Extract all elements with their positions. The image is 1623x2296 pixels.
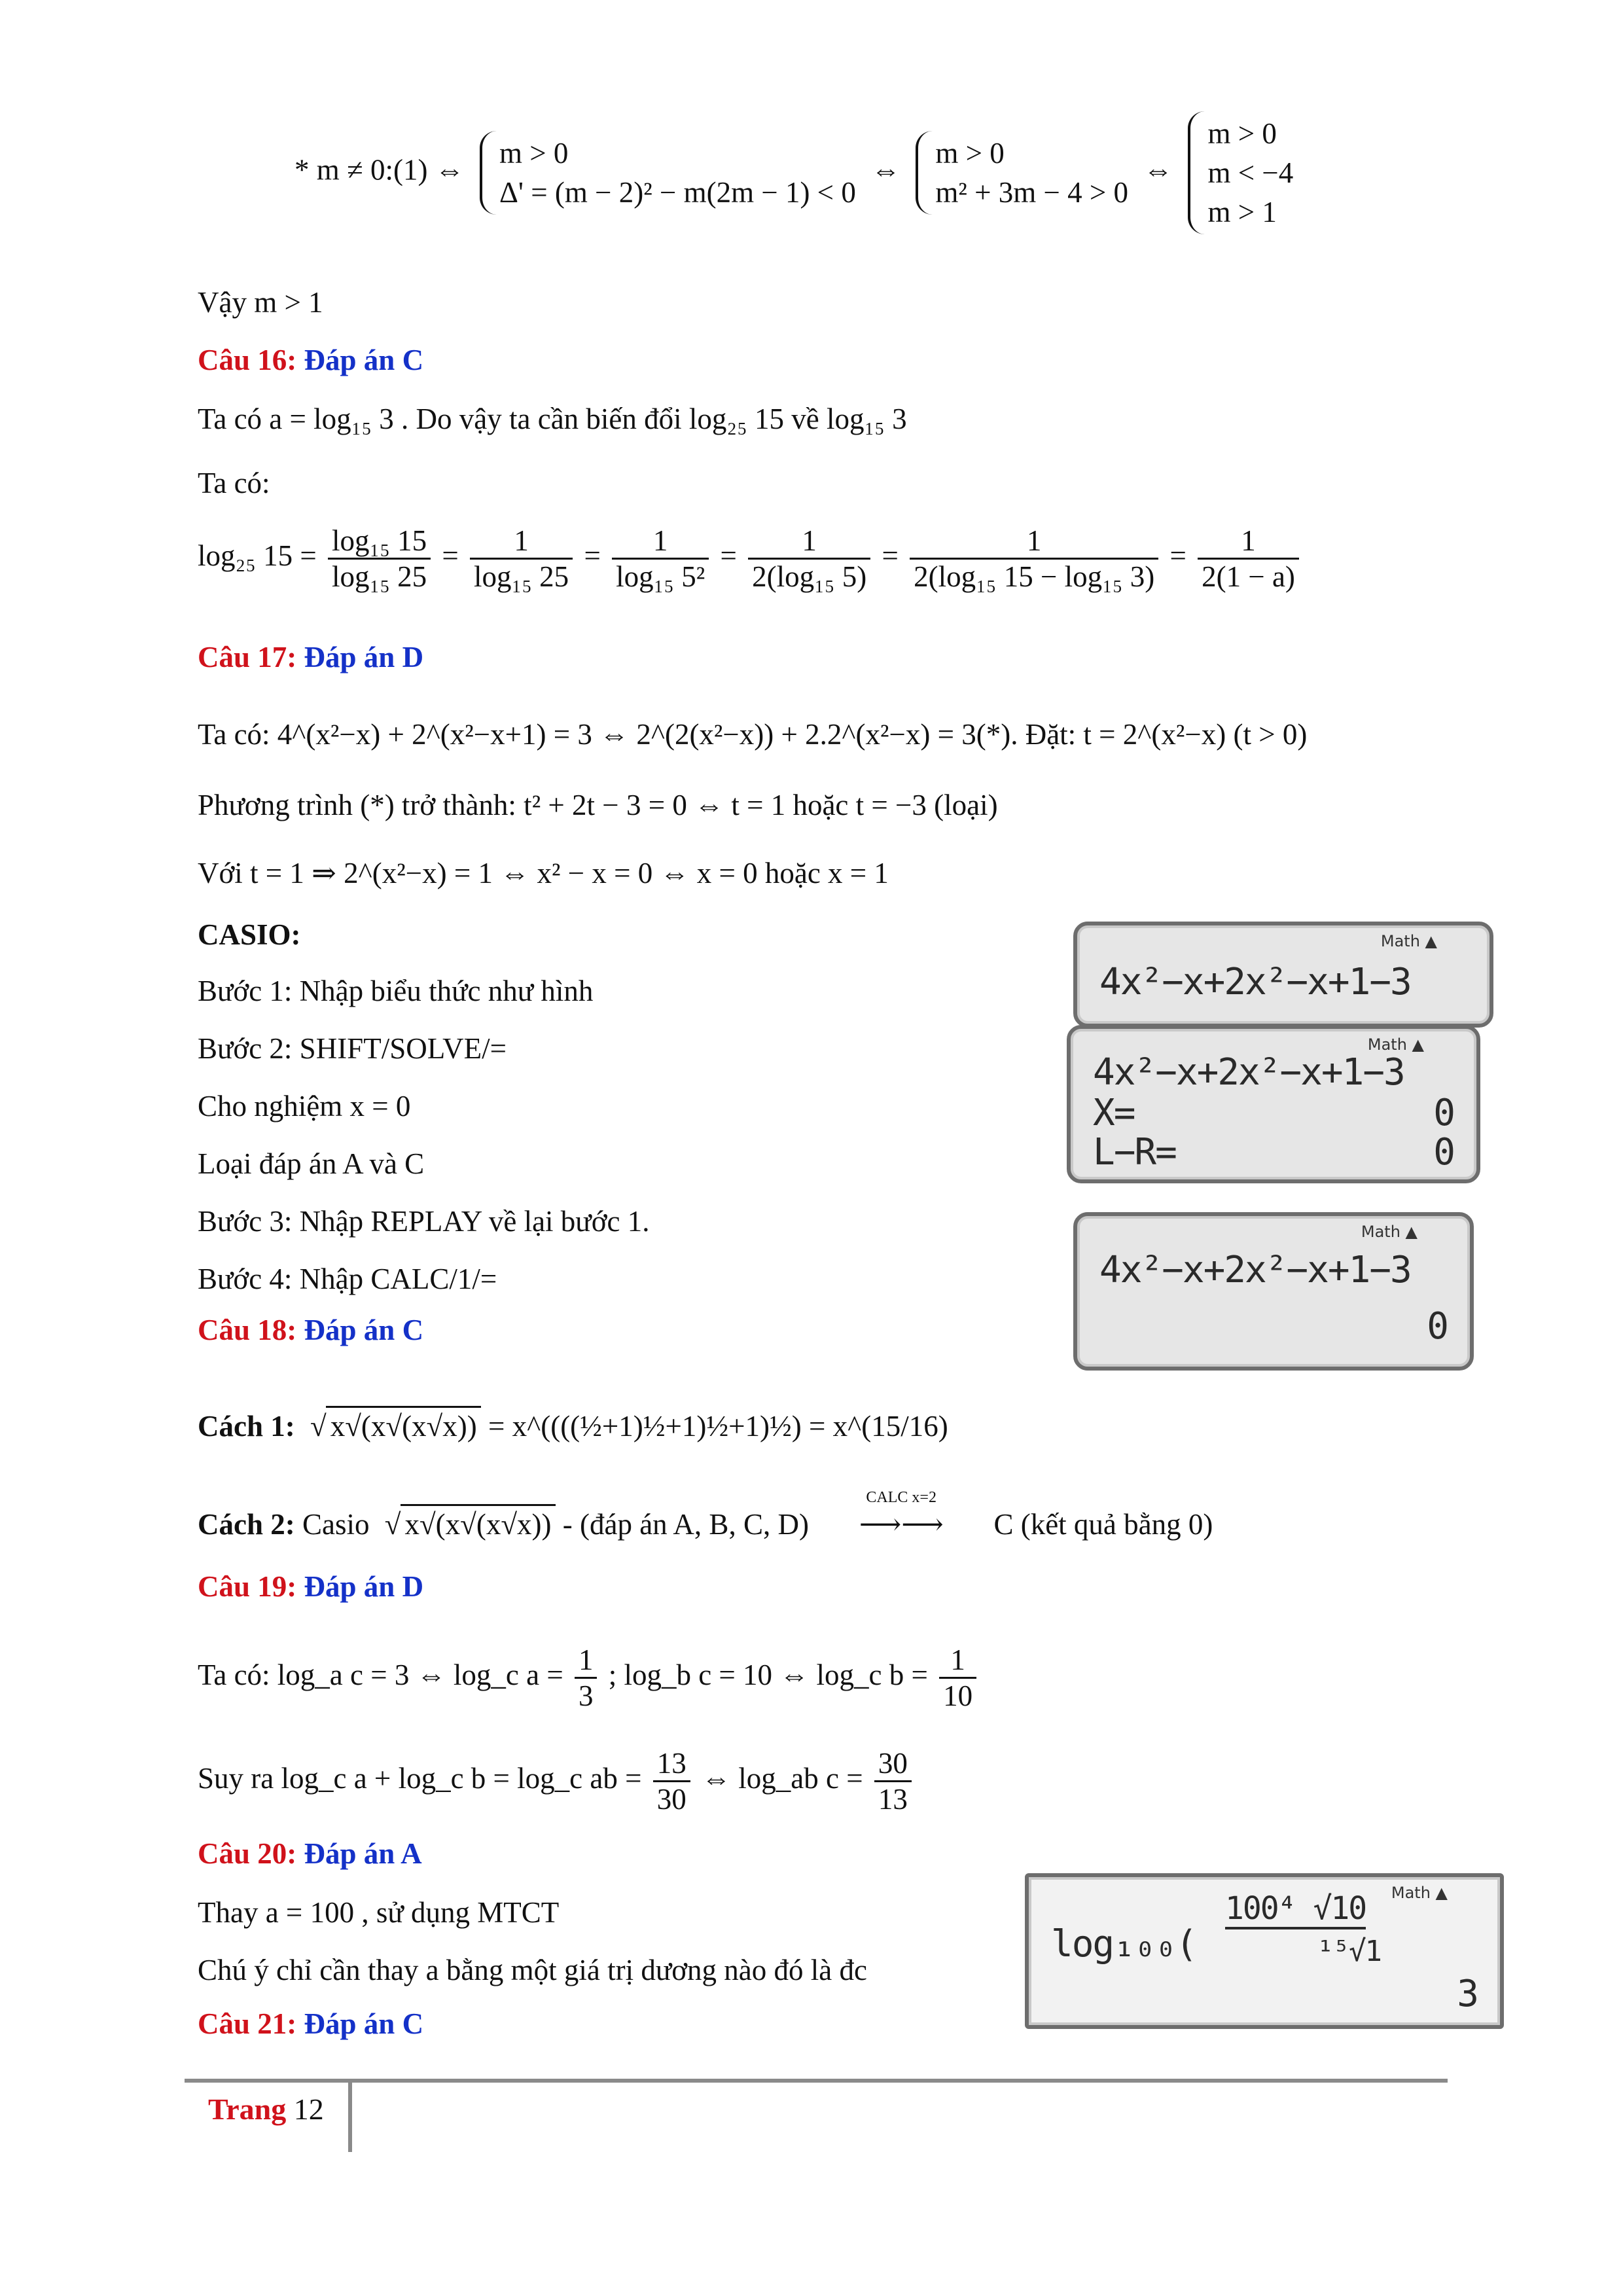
casio-step4: Loại đáp án A và C <box>198 1147 425 1180</box>
calc1-expression: 4x²−x+2x²−x+1−3 <box>1099 961 1411 1003</box>
sys3-row-b: m < −4 <box>1207 156 1294 189</box>
q20-line1: Thay a = 100 , sử dụng MTCT <box>198 1896 560 1929</box>
q16-heading <box>198 342 423 378</box>
q19-line1-a: Ta có: log_a c = 3 ⇔ log_c a = <box>198 1658 563 1691</box>
q18-answer: Đáp án C <box>304 1314 424 1346</box>
footer-divider <box>348 2080 352 2152</box>
q16-answer: Đáp án C <box>304 344 424 376</box>
casio-step6: Bước 4: Nhập CALC/1/= <box>198 1263 497 1295</box>
q19-line2-a: Suy ra log_c a + log_c b = log_c ab = <box>198 1761 642 1795</box>
calculator-screen-4 <box>1025 1873 1504 2029</box>
q17-answer: Đáp án D <box>304 641 424 673</box>
calc2-x-value: 0 <box>1433 1092 1454 1134</box>
q16-frac-4: $\frac{1}{\text{2(log₁₅ 5)}}$ <box>748 524 870 594</box>
q19-frac-2: $\frac{1}{10}$ <box>939 1643 976 1713</box>
q18-label: Câu 18: <box>198 1314 297 1346</box>
iff-symbol: ⇔ <box>1143 153 1173 187</box>
q16-equation: log₂₅ 15 = $\frac{\text{log₁₅ 15}}{\text{log₁₅ 25}}$ = $\frac{1}{\text{log₁₅ 25}}$ = $\frac{1}{\text{log₁₅ 5²}}$ = $\frac{1}{\text{2(log₁₅ 5)}}$ = $\frac{1}{\text{2(log₁₅ 15 − log₁₅ 3)}}$ = $\frac{1}{2(1 - a)}$ <box>198 524 1303 594</box>
q19-line2-b: ⇔ log_ab c = <box>702 1761 863 1795</box>
calc4-result: 3 <box>1457 1973 1478 2015</box>
footer-label: Trang <box>208 2092 287 2126</box>
q18-heading <box>198 1312 423 1348</box>
calc4-numerator: 100⁴ √10 <box>1225 1890 1366 1929</box>
casio-heading: CASIO: <box>198 918 301 951</box>
casio-step3: Cho nghiệm x = 0 <box>198 1090 411 1122</box>
q20-label: Câu 20: <box>198 1837 297 1870</box>
sys2-row-b: m² + 3m − 4 > 0 <box>935 176 1128 209</box>
q18-method2-label: Cách 2: <box>198 1508 295 1541</box>
sys1-row-b: Δ' = (m − 2)² − m(2m − 1) < 0 <box>499 176 856 209</box>
q19-heading <box>198 1568 423 1605</box>
q16-line1: Ta có a = log₁₅ 3 . Do vậy ta cần biến đổi log₂₅ 15 về log₁₅ 3 <box>198 403 907 435</box>
calc2-lr-label: L−R= <box>1093 1131 1176 1174</box>
calculator-screen-3 <box>1073 1212 1474 1371</box>
q16-line2: Ta có: <box>198 467 270 499</box>
q20-line2: Chú ý chỉ cần thay a bằng một giá trị dương nào đó là đc <box>198 1954 867 1986</box>
calc2-expression: 4x²−x+2x²−x+1−3 <box>1093 1051 1404 1094</box>
calc-arrow-label: CALC x=2 <box>866 1489 936 1506</box>
calc2-x-label: X= <box>1093 1092 1135 1134</box>
q18-method2-result: C (kết quả bằng 0) <box>993 1508 1213 1541</box>
q18-method1-rhs1: = x^((((½+1)½+1)½+1)½) <box>488 1410 802 1443</box>
sys3-row-a: m > 0 <box>1207 117 1277 150</box>
system-brace-2 <box>916 131 1128 215</box>
sys2-row-a: m > 0 <box>935 137 1005 170</box>
system-brace-3 <box>1188 111 1293 234</box>
calc4-log: log₁₀₀( <box>1051 1923 1197 1965</box>
q19-frac-4: $\frac{30}{13}$ <box>874 1746 912 1816</box>
q17-line3: Với t = 1 ⇒ 2^(x²−x) = 1 ⇔ x² − x = 0 ⇔ x = 0 hoặc x = 1 <box>198 857 889 889</box>
q17-heading <box>198 639 423 675</box>
q19-answer: Đáp án D <box>304 1570 424 1603</box>
system-prefix: * m ≠ 0:(1) ⇔ <box>294 153 465 187</box>
arrow-right-icon: ⟶⟶ <box>859 1508 944 1541</box>
calc-arrow <box>823 1489 980 1543</box>
system-brace-1 <box>480 131 856 215</box>
q18-method1-label: Cách 1: <box>198 1410 295 1443</box>
q16-frac-6: $\frac{1}{2(1 - a)}$ <box>1198 524 1299 594</box>
math-mode-indicator: Math ▲ <box>1367 1035 1424 1054</box>
q21-label: Câu 21: <box>198 2007 297 2040</box>
q16-eq-lhs: log₂₅ 15 = <box>198 539 317 572</box>
q19-frac-3: $\frac{13}{30}$ <box>653 1746 690 1816</box>
q17-line1: Ta có: 4^(x²−x) + 2^(x²−x+1) = 3 ⇔ 2^(2(x²−x)) + 2.2^(x²−x) = 3(*). Đặt: t = 2^(x²−x) (t > 0) <box>198 718 1308 751</box>
q19-line1-b: ; log_b c = 10 ⇔ log_c b = <box>608 1658 928 1691</box>
q20-answer: Đáp án A <box>304 1837 422 1870</box>
q19-frac-1: $\frac{1}{3}$ <box>575 1643 597 1713</box>
q18-method2-rest: - (đáp án A, B, C, D) <box>562 1508 809 1541</box>
q18-method1-rhs2: = x^(15/16) <box>809 1410 948 1443</box>
q18-radical-1: √ x√(x√(x√x)) <box>326 1406 481 1444</box>
q17-label: Câu 17: <box>198 641 297 673</box>
q18-method1 <box>198 1406 948 1444</box>
calculator-screen-2 <box>1067 1025 1480 1183</box>
casio-step2: Bước 2: SHIFT/SOLVE/= <box>198 1032 507 1065</box>
q16-frac-3: $\frac{1}{\text{log₁₅ 5²}}$ <box>612 524 709 594</box>
page-footer <box>208 2092 324 2126</box>
q16-frac-2: $\frac{1}{\text{log₁₅ 25}}$ <box>470 524 573 594</box>
math-mode-indicator: Math ▲ <box>1361 1223 1418 1241</box>
calc2-lr-value: 0 <box>1433 1131 1454 1174</box>
sys1-row-a: m > 0 <box>499 137 569 170</box>
q18-method2 <box>198 1489 1213 1543</box>
q16-label: Câu 16: <box>198 344 297 376</box>
page-number: 12 <box>293 2092 324 2126</box>
q19-label: Câu 19: <box>198 1570 297 1603</box>
q20-heading <box>198 1835 422 1872</box>
q16-frac-5: $\frac{1}{\text{2(log₁₅ 15 − log₁₅ 3)}}$ <box>910 524 1158 594</box>
casio-step1: Bước 1: Nhập biểu thức như hình <box>198 975 594 1007</box>
calculator-screen-1 <box>1073 922 1493 1028</box>
system-line <box>294 111 1301 234</box>
q18-radical-2: √ x√(x√(x√x)) <box>401 1504 556 1543</box>
sys3-row-c: m > 1 <box>1207 196 1277 228</box>
q21-answer: Đáp án C <box>304 2007 424 2040</box>
q16-frac-1: $\frac{\text{log₁₅ 15}}{\text{log₁₅ 25}}$ <box>328 524 431 594</box>
calc4-denominator: ¹⁵√1 <box>1317 1935 1381 1968</box>
math-mode-indicator: Math ▲ <box>1391 1884 1448 1902</box>
conclusion-line: Vậy m > 1 <box>198 286 323 319</box>
q17-line2: Phương trình (*) trở thành: t² + 2t − 3 = 0 ⇔ t = 1 hoặc t = −3 (loại) <box>198 789 998 821</box>
casio-step5: Bước 3: Nhập REPLAY về lại bước 1. <box>198 1205 650 1238</box>
q19-line1 <box>198 1643 980 1713</box>
math-mode-indicator: Math ▲ <box>1380 932 1437 950</box>
q21-heading <box>198 2005 423 2042</box>
calc3-result: 0 <box>1427 1305 1448 1348</box>
q18-method2-word: Casio <box>302 1508 370 1541</box>
q19-line2 <box>198 1746 916 1816</box>
calc3-expression: 4x²−x+2x²−x+1−3 <box>1099 1249 1411 1291</box>
footer-rule <box>185 2079 1448 2083</box>
iff-symbol: ⇔ <box>871 153 901 187</box>
